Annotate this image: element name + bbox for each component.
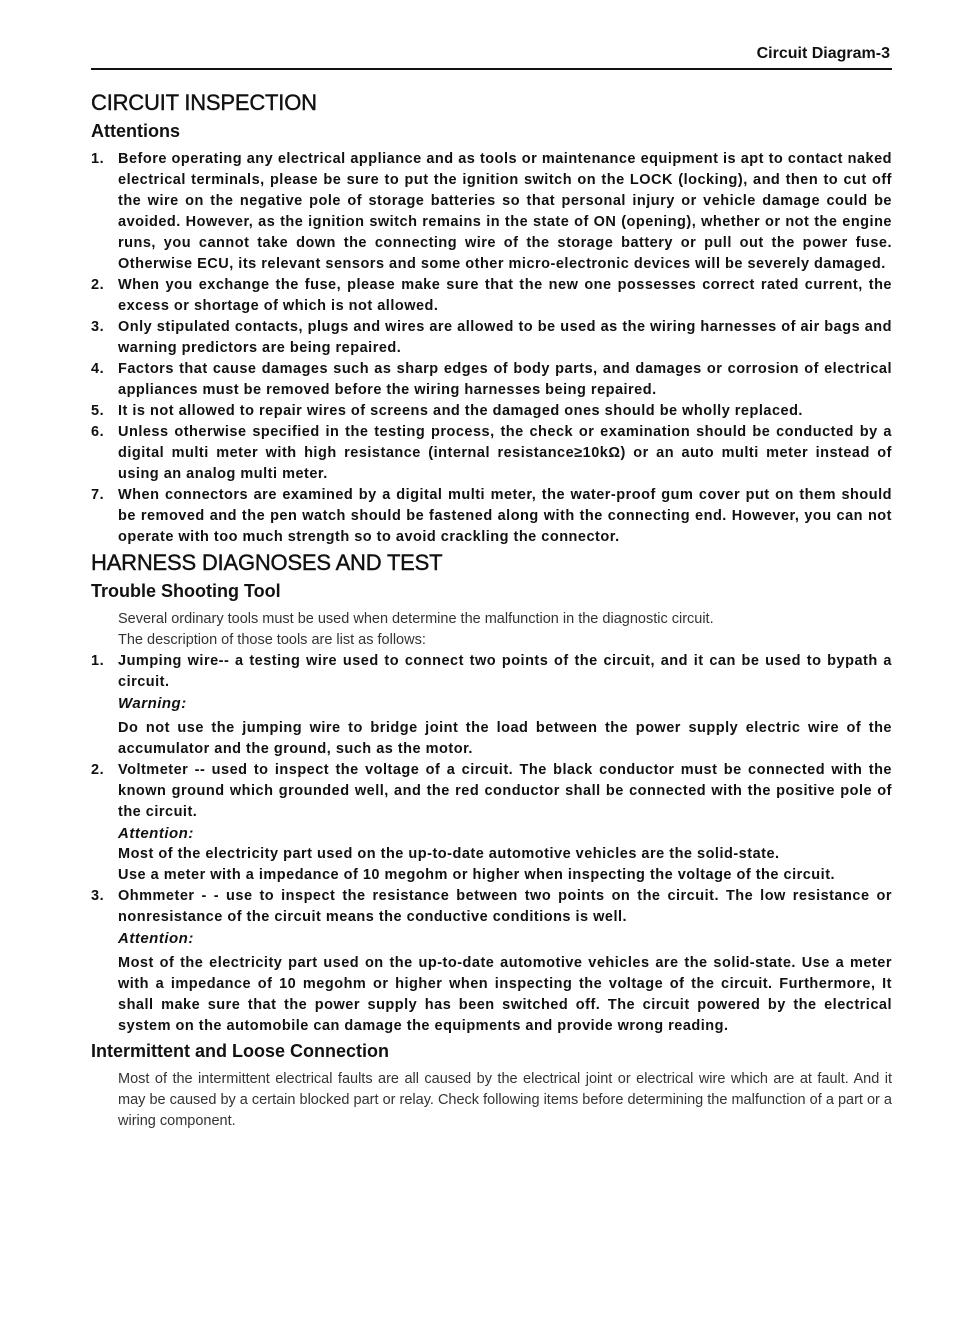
subheading-attentions: Attentions [91,121,180,141]
list-item-text: Only stipulated contacts, plugs and wires are allowed to be used as the wiring harnesses of air bags and warning predictors are being repaired. [118,319,892,356]
list-item-number: 4. [91,361,105,377]
attention-label: Attention: [118,930,194,947]
list-item-text: Before operating any electrical appliance and as tools or maintenance equipment is apt to contact naked electrical terminals, please be sure to put the ignition switch on the LOCK (locking), and then to cut off the wire on the negative pole of storage batteries so that personal injury or vehicle damage could be avoided. However, as the ignition switch remains in the state of ON (opening), whether or not the engine runs, you cannot take down the connecting wire of the storage battery or pull out the power fuse. Otherwise ECU, its relevant sensors and some other micro-electronic devices will be severely damaged. [118,151,892,272]
document-body [91,88,892,1132]
tool-item-voltmeter [91,760,892,886]
list-item-number: 6. [91,424,105,440]
list-item [91,401,892,422]
warning-label: Warning: [118,695,187,712]
list-item-number: 3. [91,319,105,335]
list-item-number: 5. [91,403,105,419]
list-item-text: When you exchange the fuse, please make sure that the new one possesses correct rated current, the excess or shortage of which is not allowed. [118,277,892,314]
section-heading-circuit-inspection: CIRCUIT INSPECTION [91,90,317,115]
attentions-list [91,149,892,548]
attention-text: Most of the electricity part used on the up-to-date automotive vehicles are the solid-state. Use a meter with a impedance of 10 megohm or higher when inspecting the voltage of the circuit. Furthermore, It shall make sure that the power supply has been switched off. The circuit powered by the electrical system on the automobile can damage the equipments and provide wrong reading. [118,955,892,1034]
section-heading-harness-diagnoses: HARNESS DIAGNOSES AND TEST [91,550,443,575]
intro-line-2: The description of those tools are list as follows: [118,632,426,648]
list-item-number: 7. [91,487,105,503]
list-item-number: 1. [91,653,105,669]
header-divider [91,68,892,70]
list-item-text: Factors that cause damages such as sharp edges of body parts, and damages or corrosion of electrical appliances must be removed before the wiring harnesses being repaired. [118,361,892,398]
intermittent-paragraph: Most of the intermittent electrical faults are all caused by the electrical joint or electrical wire which are at fault. And it may be caused by a certain blocked part or relay. Check following items before determining the malfunction of a part or a wiring component. [118,1071,892,1129]
list-item-text: Voltmeter -- used to inspect the voltage of a circuit. The black conductor must be connected with the known ground which grounded well, and the red conductor shall be connected with the positive pole of the circuit. [118,762,892,820]
attention-text: Use a meter with a impedance of 10 megohm or higher when inspecting the voltage of the circuit. [118,867,836,883]
list-item-number: 2. [91,762,105,778]
warning-text: Do not use the jumping wire to bridge joint the load between the power supply electric wire of the accumulator and the ground, such as the motor. [118,720,892,757]
subheading-intermittent-connection: Intermittent and Loose Connection [91,1041,390,1061]
list-item-number: 3. [91,888,105,904]
list-item-text: Ohmmeter - - use to inspect the resistance between two points on the circuit. The low resistance or nonresistance of the circuit means the conductive conditions is well. [118,888,892,925]
list-item-number: 2. [91,277,105,293]
list-item [91,149,892,275]
attention-label: Attention: [118,825,194,842]
list-item [91,485,892,548]
list-item [91,275,892,317]
subheading-trouble-shooting-tool: Trouble Shooting Tool [91,581,281,601]
list-item-text: Jumping wire-- a testing wire used to connect two points of the circuit, and it can be used to bypath a circuit. [118,653,892,690]
list-item [91,422,892,485]
list-item [91,359,892,401]
tool-item-jumping-wire [91,651,892,760]
list-item-text: It is not allowed to repair wires of screens and the damaged ones should be wholly replaced. [118,403,803,419]
attention-text: Most of the electricity part used on the up-to-date automotive vehicles are the solid-state. [118,846,780,862]
tool-item-ohmmeter [91,886,892,1037]
list-item-number: 1. [91,151,105,167]
list-item-text: Unless otherwise specified in the testing process, the check or examination should be conducted by a digital multi meter with high resistance (internal resistance≥10kΩ) or an auto multi meter instead of using an analog multi meter. [118,424,892,482]
list-item-text: When connectors are examined by a digital multi meter, the water-proof gum cover put on them should be removed and the pen watch should be fastened along with the connecting end. However, you can not operate with too much strength so to avoid crackling the connector. [118,487,892,545]
intro-line-1: Several ordinary tools must be used when determine the malfunction in the diagnostic circuit. [118,611,714,627]
list-item [91,317,892,359]
page-header-title: Circuit Diagram-3 [756,45,890,62]
